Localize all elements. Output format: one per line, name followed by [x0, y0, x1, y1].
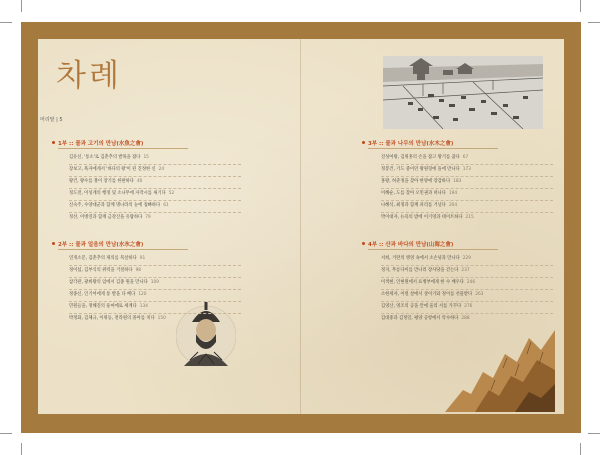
crop-mark [580, 0, 581, 12]
historical-city-illustration [383, 56, 543, 129]
toc-entry[interactable]: 정지, 무릉다이를 만나러 장사당을 걷는다 237 [381, 268, 470, 273]
mountain-ink-illustration [445, 320, 555, 412]
general-portrait [176, 300, 236, 368]
page-title: 차례 [56, 58, 122, 94]
entry-divider [381, 212, 553, 213]
entry-divider [381, 289, 553, 290]
crop-mark [580, 443, 581, 455]
crop-mark [21, 0, 22, 12]
entry-divider [381, 164, 553, 165]
toc-entry[interactable]: 정봉건, 기도 중이던 왕원형에 돌에 만나다 173 [381, 167, 471, 172]
crop-mark [588, 433, 600, 434]
entry-divider [69, 176, 241, 177]
toc-entry[interactable]: 박정화, 김체규, 이위동, 전라원의 몰아를 치다 150 [69, 316, 166, 321]
crop-mark [0, 433, 12, 434]
part-1-heading: 1부 :: 물과 고기의 만남(水魚之會) [58, 141, 144, 147]
entry-divider [69, 164, 241, 165]
entry-divider [69, 188, 241, 189]
part-4-underline [368, 249, 498, 250]
toc-entry[interactable]: 소현세자, 이럴 살에서 상이기와 정이를 선물받다 263 [381, 292, 484, 297]
entry-divider [381, 313, 553, 314]
part-4-heading: 4부 :: 산과 바다의 만남(山海之會) [368, 242, 454, 248]
part-2-underline [58, 249, 188, 250]
entry-divider [69, 277, 241, 278]
crop-mark [588, 22, 600, 23]
entry-divider [381, 188, 553, 189]
entry-divider [69, 301, 241, 302]
toc-entry[interactable]: 정종신, 인기어에게 통 발을 다 베다 120 [69, 292, 147, 297]
part-3-underline [368, 148, 498, 149]
entry-divider [381, 265, 553, 266]
crop-mark [0, 22, 12, 23]
toc-entry[interactable]: 서희, 거란의 병영 속에서 소손녕과 만나다 229 [381, 256, 471, 261]
toc-entry[interactable]: 이혜순, 도를 찾아 오민권과 떠나다 194 [381, 191, 458, 196]
toc-entry[interactable]: 민원들을, 정해진의 풍마에로 세계다 134 [69, 304, 148, 309]
toc-entry[interactable]: 김대중과 김정일, 평양 공항에서 악수하다 288 [381, 316, 470, 321]
part-2-heading: 2부 :: 물과 얼음의 만남(水氷之會) [58, 242, 144, 248]
toc-entry[interactable]: 박이대자, 뉴욕의 밤에 이기영과 테이트하다 215 [381, 215, 474, 220]
entry-divider [381, 301, 553, 302]
entry-divider [69, 313, 241, 314]
part-3-heading: 3부 :: 물과 나무의 만남(水木之會) [368, 141, 454, 147]
toc-entry[interactable]: 진성여왕, 김위홍의 손을 잡고 왕거를 꿈다 67 [381, 155, 469, 160]
entry-divider [69, 265, 241, 266]
entry-divider [381, 176, 553, 177]
toc-entry[interactable]: 정선, 이병연과 함께 금강산을 유람하다 79 [69, 215, 151, 220]
toc-entry[interactable]: 김유신, '통소'로 김춘추의 발목을 잡다 15 [69, 155, 149, 160]
part-1-underline [58, 148, 188, 149]
toc-entry[interactable]: 연개소문, 김춘추의 제의를 묵살하다 91 [69, 256, 146, 261]
crop-mark [21, 443, 22, 455]
entry-divider [69, 289, 241, 290]
book-spine [300, 39, 301, 414]
entry-divider [381, 200, 553, 201]
toc-entry[interactable]: 김영산, 영조의 공을 안에 울리 서를 가꾸다 276 [381, 304, 473, 309]
toc-entry[interactable]: 이색현, 인현원에서 표병부에게 한 수 배우다 246 [381, 280, 476, 285]
toc-entry[interactable]: 삼각관, 광희왕의 입에서 김종 원을 만나다 109 [69, 280, 159, 285]
entry-divider [69, 212, 241, 213]
toc-entry[interactable]: 나혜석, 최정과 함께 파리를 거닐다 204 [381, 203, 458, 208]
entry-divider [69, 200, 241, 201]
toc-entry[interactable]: 홍왕, 허준정을 찾아 한양에 장감하다 183 [381, 179, 462, 184]
toc-entry[interactable]: 왕건, 왕수를 볼이 장기를 한판하다 40 [69, 179, 143, 184]
toc-entry[interactable]: 장보고, 흑자에게서 '바다의 왕'이 된 진정한 신 24 [69, 167, 165, 172]
entry-divider [381, 277, 553, 278]
toc-entry[interactable]: 신숙주, 수양대군과 함께 명나라의 눈에 접빠하다 61 [69, 203, 169, 208]
preface-entry: 머리말 | 5 [40, 117, 63, 123]
toc-entry[interactable]: 정이섭, 김부식의 위력을 거절하다 98 [69, 268, 142, 273]
toc-entry[interactable]: 정도전, 이성계의 행정 및 소나무에 자작시를 새기다 52 [69, 191, 175, 196]
